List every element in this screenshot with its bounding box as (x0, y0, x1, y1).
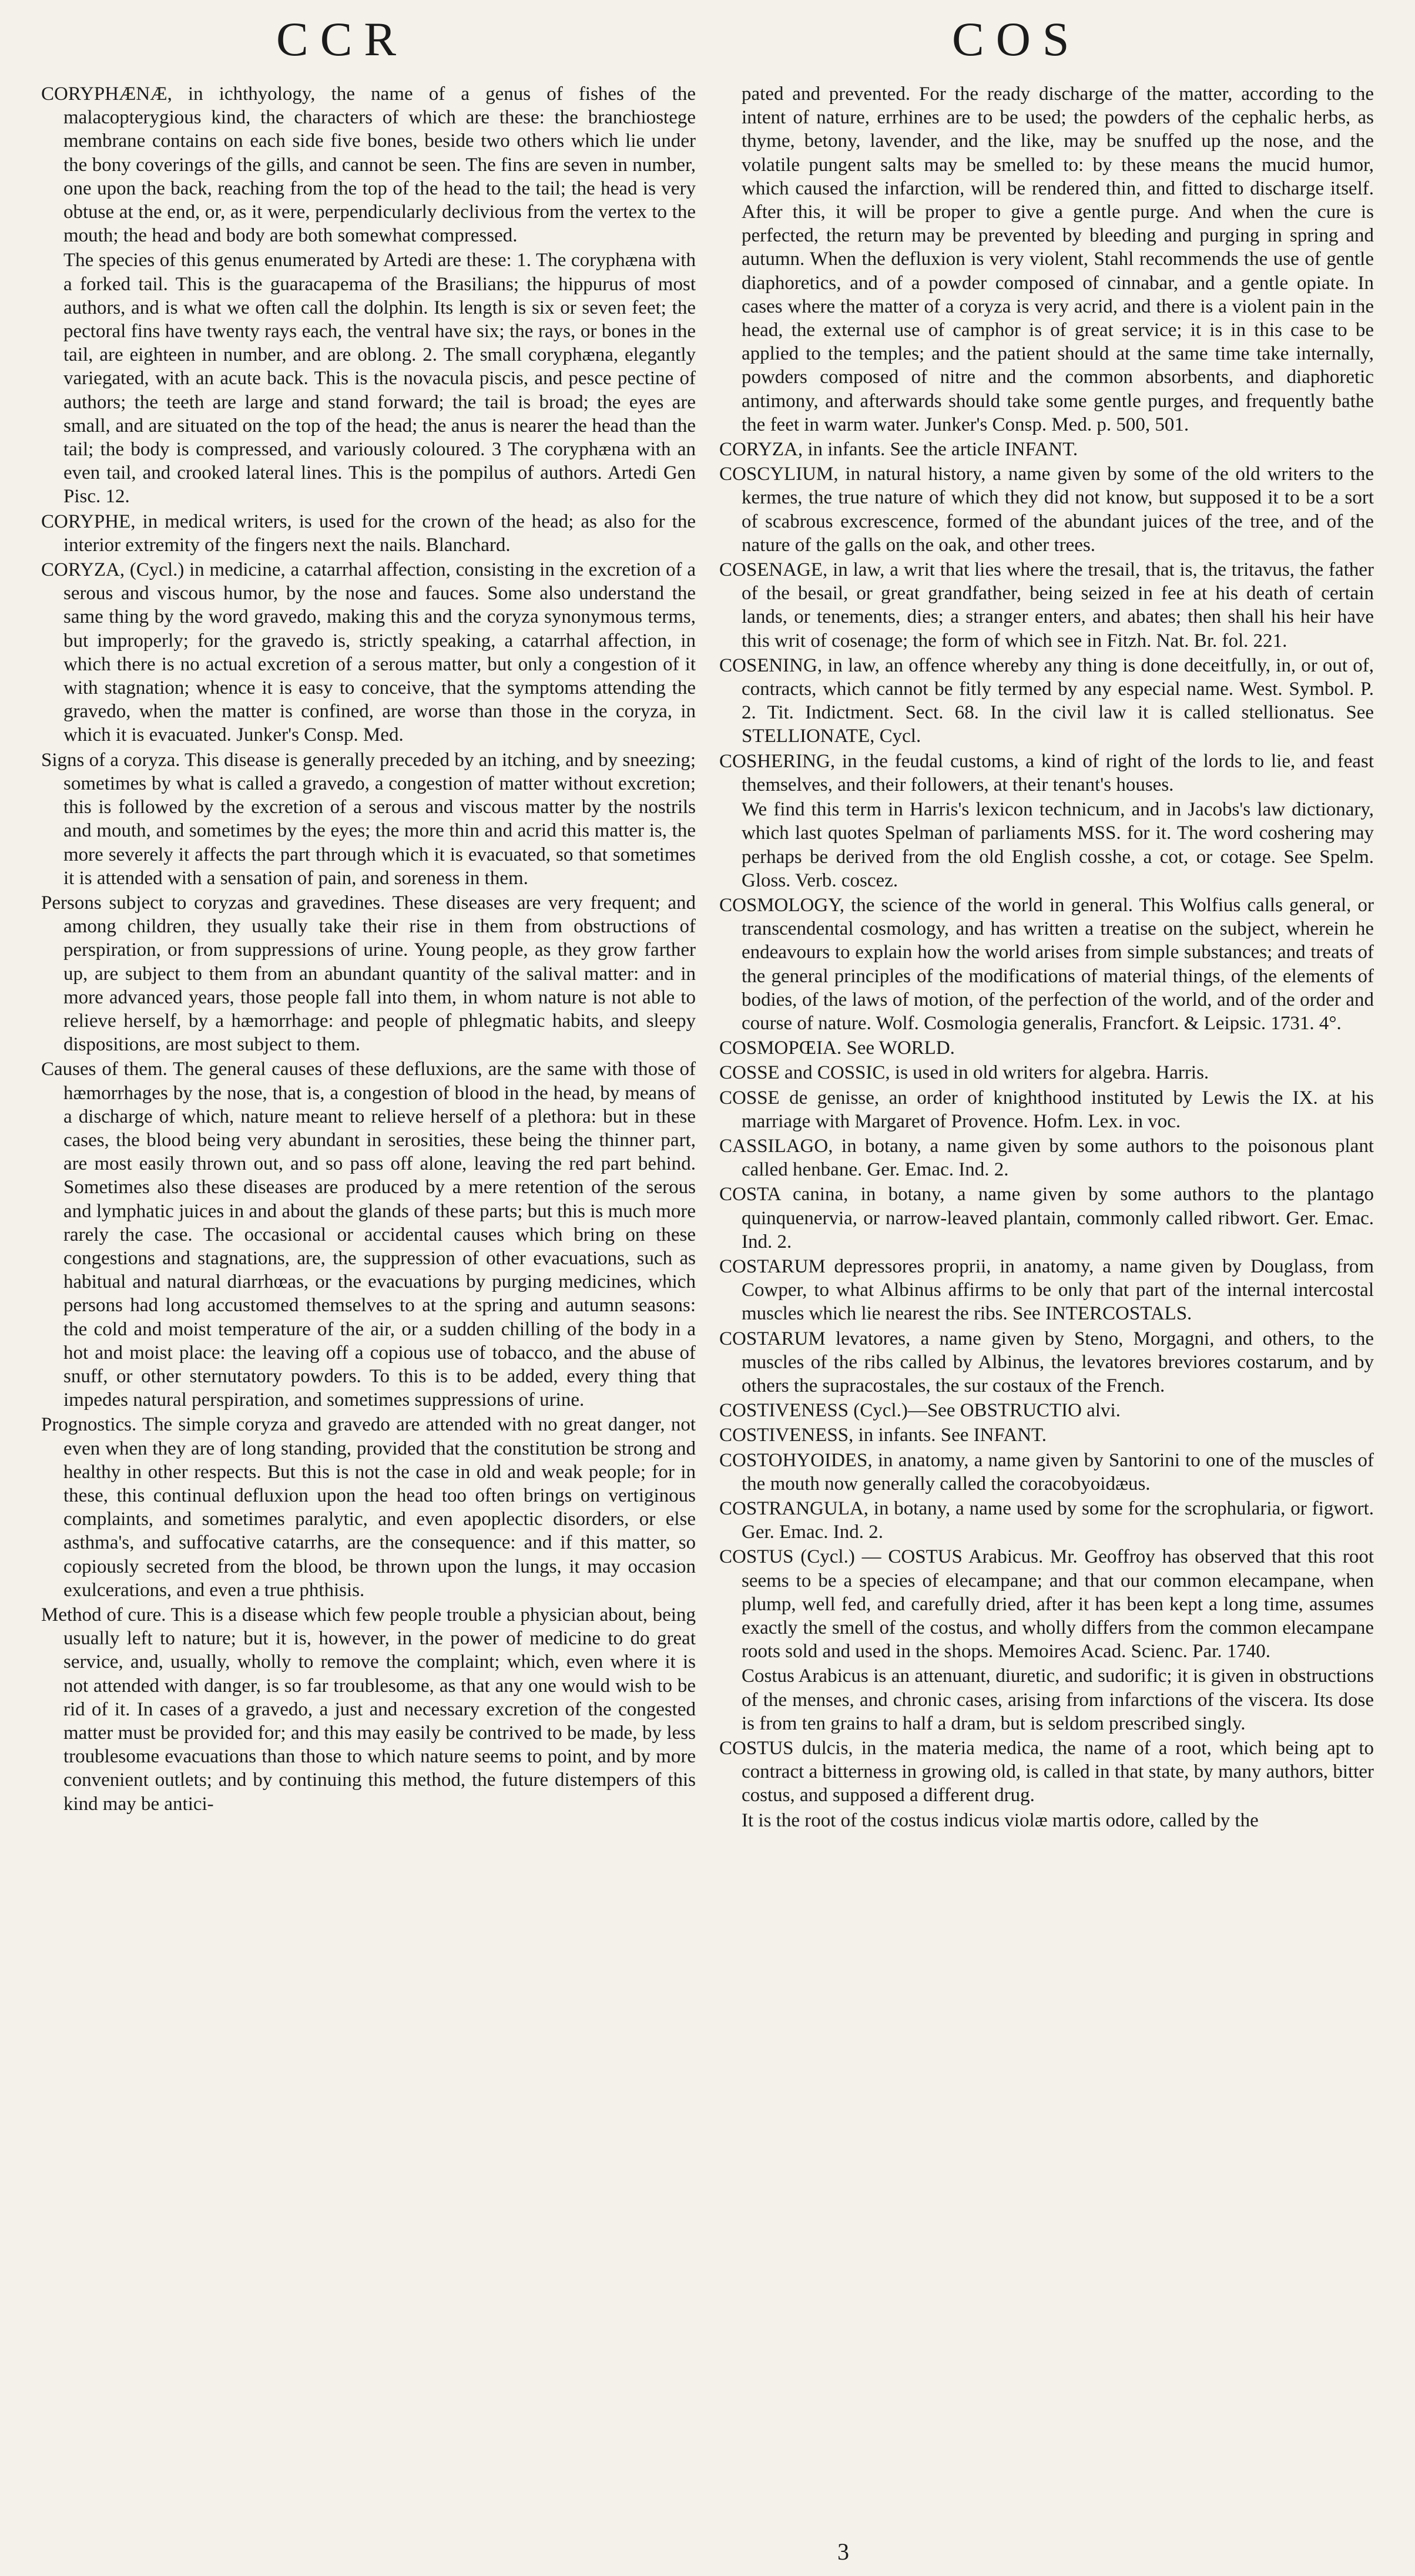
running-head-left: CCR (276, 12, 408, 66)
paragraph: We find this term in Harris's lexicon technicum, and in Jacobs's law dictionary, which last quotes Spelman of parliaments MSS. for it. The word coshering may perhaps be derived from the old English cosshe, a cot, or cotage. See Spelm. Gloss. Verb. coscez. (742, 799, 1374, 891)
paragraph: Persons subject to coryzas and gravedines. These diseases are very frequent; and among children, they usually take their rise in them from obstructions of perspiration, or from suppressions of urine. Young people, as they grow farther up, are subject to them from an abundant quantity of the salival matter: and in more advanced years, those people fall into them, in whom nature is not able to relieve herself, by a hæmorrhage: and people of phlegmatic habits, and sleepy dispositions, are most subject to them. (41, 892, 696, 1056)
paragraph: It is the root of the costus indicus violæ martis odore, called by the (742, 1809, 1259, 1831)
paragraph: COSSE and COSSIC, is used in old writers for algebra. Harris. (719, 1062, 1209, 1084)
text-columns (41, 82, 1374, 2520)
paragraph: CORYZA, (Cycl.) in medicine, a catarrhal affection, consisting in the excretion of a serous and viscous humor, by the nose and fauces. Some also understand the same thing by the word gravedo, making this and the coryza synonymous terms, but improperly; for the gravedo is, strictly speaking, a catarrhal affection, in which there is no actual excretion of a serous matter, but only a congestion of it with stagnation; whence it is easy to conceive, that the symptoms attending the gravedo, when the matter is confined, are worse than those in the coryza, in which it is evacuated. Junker's Consp. Med. (41, 559, 696, 746)
running-head (0, 13, 1415, 66)
paragraph: COSTARUM levatores, a name given by Steno, Morgagni, and others, to the muscles of the ribs called by Albinus, the levatores breviores costarum, and by others the supracostales, the sur costaux of the French. (719, 1328, 1374, 1396)
paragraph: COSCYLIUM, in natural history, a name given by some of the old writers to the kermes, the true nature of which they did not know, but supposed it to be a sort of scabrous excrescence, formed of the abundant juices of the tree, and of the nature of the galls on the oak, and other trees. (719, 464, 1374, 556)
paragraph: COSTOHYOIDES, in anatomy, a name given by Santorini to one of the muscles of the mouth now generally called the coracobyoidæus. (719, 1449, 1374, 1494)
paragraph: COSMOPŒIA. See WORLD. (719, 1037, 955, 1059)
paragraph: Method of cure. This is a disease which few people trouble a physician about, being usually left to nature; but it is, however, in the power of medicine to do great service, and, usually, wholly to remove the complaint; which, even where it is not attended with danger, is so far troublesome, as that any one would wish to be rid of it. In cases of a gravedo, a just and necessary excretion of the congested matter must be provided for; and this may easily be contrived to be made, by less troublesome evacuations than those to which nature seems to point, and by more convenient outlets; and by continuing this method, the future distempers of this kind may be antici- (41, 1604, 696, 1815)
paragraph: COSTUS (Cycl.) — COSTUS Arabicus. Mr. Geoffroy has observed that this root seems to be a species of elecampane; and that our common elecampane, when plump, well fed, and carefully dried, after it has been kept a long time, assumes exactly the smell of the costus, and wholly differs from the common elecampane roots sold and used in the shops. Memoires Acad. Scienc. Par. 1740. (719, 1546, 1374, 1663)
paragraph: COSMOLOGY, the science of the world in general. This Wolfius calls general, or transcendental cosmology, and has written a treatise on the subject, wherein he endeavours to explain how the world arises from simple substances; and treats of the general principles of the modifications of material things, of the elements of bodies, of the laws of motion, of the perfection of the world, and of the order and course of nature. Wolf. Cosmologia generalis, Francfort. & Leipsic. 1731. 4°. (719, 894, 1374, 1034)
paragraph: COSTIVENESS, in infants. See INFANT. (719, 1425, 1047, 1446)
paragraph: COSHERING, in the feudal customs, a kind of right of the lords to lie, and feast themselves, and their followers, at their tenant's houses. (719, 750, 1374, 795)
paragraph: COSENAGE, in law, a writ that lies where the tresail, that is, the tritavus, the father of the besail, or great grandfather, being seized in fee at his death of certain lands, or tenements, dies; a stranger enters, and abates; then shall his heir have this writ of cosenage; the form of which see in Fitzh. Nat. Br. fol. 221. (719, 559, 1374, 651)
left-column (41, 82, 696, 2520)
paragraph: COSENING, in law, an offence whereby any thing is done deceitfully, in, or out of, contracts, which cannot be fitly termed by any especial name. West. Symbol. P. 2. Tit. Indictment. Sect. 68. In the civil law it is called stellionatus. See STELLIONATE, Cycl. (719, 654, 1374, 747)
paragraph: COSSE de genisse, an order of knighthood instituted by Lewis the IX. at his marriage with Margaret of Provence. Hofm. Lex. in voc. (719, 1087, 1374, 1132)
paragraph: pated and prevented. For the ready discharge of the matter, according to the intent of nature, errhines are to be used; the powders of the cephalic herbs, as thyme, betony, lavender, and the like, may be snuffed up the nose, and the volatile pungent salts may be smelled to: by these means the mucid humor, which caused the infarction, will be rendered thin, and fitted to discharge itself. After this, it will be proper to give a gentle purge. And when the cure is perfected, the return may be prevented by bleeding and purging in spring and autumn. When the defluxion is very violent, Stahl recommends the use of gentle diaphoretics, and of a powder composed of cinnabar, and a gentle opiate. In cases where the matter of a coryza is very acrid, and there is a violent pain in the head, the external use of camphor is of great service; it is in this case to be applied to the temples; and the patient should at the same time take internally, powders composed of nitre and the common absorbents, and diaphoretic antimony, and afterwards should take some gentle purges, and frequently bathe the feet in warm water. Junker's Consp. Med. p. 500, 501. (742, 83, 1374, 435)
paragraph: CORYZA, in infants. See the article INFANT. (719, 439, 1078, 461)
paragraph: Causes of them. The general causes of these defluxions, are the same with those of hæmorrhages by the nose, that is, a congestion of blood in the head, by means of a discharge of which, nature meant to relieve herself of a plethora: but in these cases, the blood being very abundant in serosities, these being the thinner part, are most easily thrown out, and so pass off alone, leaving the red part behind. Sometimes also these diseases are produced by a mere retention of the serous and lymphatic juices in and about the glands of these parts; but this is much more rarely the case. The occasional or accidental causes which bring on these congestions and stagnations, are, the suppression of other evacuations, such as habitual and natural diarrhœas, or the evacuations by purging medicines, which persons had long accustomed themselves to at the spring and autumn seasons: the cold and moist temperature of the air, or a sudden chilling of the body in a hot and moist place: the leaving off a copious use of tobacco, and the abuse of snuff, or other sternutatory powders. To this is to be added, every thing that impedes natural perspiration, and sometimes suppressions of urine. (41, 1059, 696, 1411)
paragraph: Prognostics. The simple coryza and gravedo are attended with no great danger, not even when they are of long standing, provided that the constitution be strong and healthy in other respects. But this is not the case in old and weak people; for in these, this continual defluxion upon the head too often brings on vertiginous complaints, and sometimes paralytic, and even apoplectic disorders, or else asthma's, and suffocative catarrhs, are the consequence: and if this matter, so copiously secreted from the blood, be thrown upon the lungs, it may occasion exulcerations, and even a true phthisis. (41, 1414, 696, 1601)
right-column (719, 82, 1374, 2520)
paragraph: Signs of a coryza. This disease is generally preceded by an itching, and by sneezing; sometimes by what is called a gravedo, a congestion of matter without excretion; this is followed by the excretion of a serous and viscous matter by the nostrils and mouth, and sometimes by the eyes; the more thin and acrid this matter is, the more severely it affects the part through which it is evacuated, so that sometimes it is attended with a sensation of pain, and soreness in them. (41, 749, 696, 889)
running-head-right: COS (952, 12, 1081, 66)
paragraph: CASSILAGO, in botany, a name given by some authors to the poisonous plant called henbane. Ger. Emac. Ind. 2. (719, 1135, 1374, 1181)
paragraph: COSTIVENESS (Cycl.)—See OBSTRUCTIO alvi. (719, 1400, 1121, 1422)
paragraph: COSTRANGULA, in botany, a name used by some for the scrophularia, or figwort. Ger. Emac. Ind. 2. (719, 1497, 1374, 1543)
paragraph: CORYPHE, in medical writers, is used for the crown of the head; as also for the interior extremity of the fingers next the nails. Blanchard. (41, 511, 696, 556)
paragraph: The species of this genus enumerated by Artedi are these: 1. The coryphæna with a forked tail. This is the guaracapema of the Brasilians; the hippurus of most authors, and is what we often call the dolphin. Its length is six or seven feet; the pectoral fins have twenty rays each, the ventral have six; the rays, or bones in the tail, are eighteen in number, and are oblong. 2. The small coryphæna, elegantly variegated, with an acute back. This is the novacula piscis, and pesce pectine of authors; the teeth are large and stand forward; the tail is broad; the eyes are small, and are situated on the top of the head; the anus is nearer the head than the tail; the body is compressed, and variously coloured. 3 The coryphæna with an even tail, and crooked lateral lines. This is the pompilus of authors. Artedi Gen Pisc. 12. (63, 250, 696, 508)
paragraph: CORYPHÆNÆ, in ichthyology, the name of a genus of fishes of the malacopterygious kind, the characters of which are these: the branchiostege membrane contains on each side five bones, beside two others which lie under the bony coverings of the gills, and cannot be seen. The fins are seven in number, one upon the back, reaching from the top of the head to the tail; the head is very obtuse at the end, or, as it were, perpendicularly declivious from the vertex to the mouth; the head and body are both somewhat compressed. (41, 83, 696, 247)
paragraph: COSTUS dulcis, in the materia medica, the name of a root, which being apt to contract a bitterness in growing old, is called in that state, by many authors, bitter costus, and supposed a different drug. (719, 1738, 1374, 1806)
paragraph: Costus Arabicus is an attenuant, diuretic, and sudorific; it is given in obstructions of the menses, and chronic cases, arising from infarctions of the viscera. Its dose is from ten grains to half a dram, but is seldom prescribed singly. (742, 1665, 1374, 1734)
paragraph: COSTARUM depressores proprii, in anatomy, a name given by Douglass, from Cowper, to what Albinus affirms to be only that part of the internal intercostal muscles which lie nearest the ribs. See INTERCOSTALS. (719, 1255, 1374, 1325)
paragraph: COSTA canina, in botany, a name given by some authors to the plantago quinquenervia, or narrow-leaved plantain, commonly called ribwort. Ger. Emac. Ind. 2. (719, 1184, 1374, 1252)
page-number: 3 (837, 2538, 849, 2565)
